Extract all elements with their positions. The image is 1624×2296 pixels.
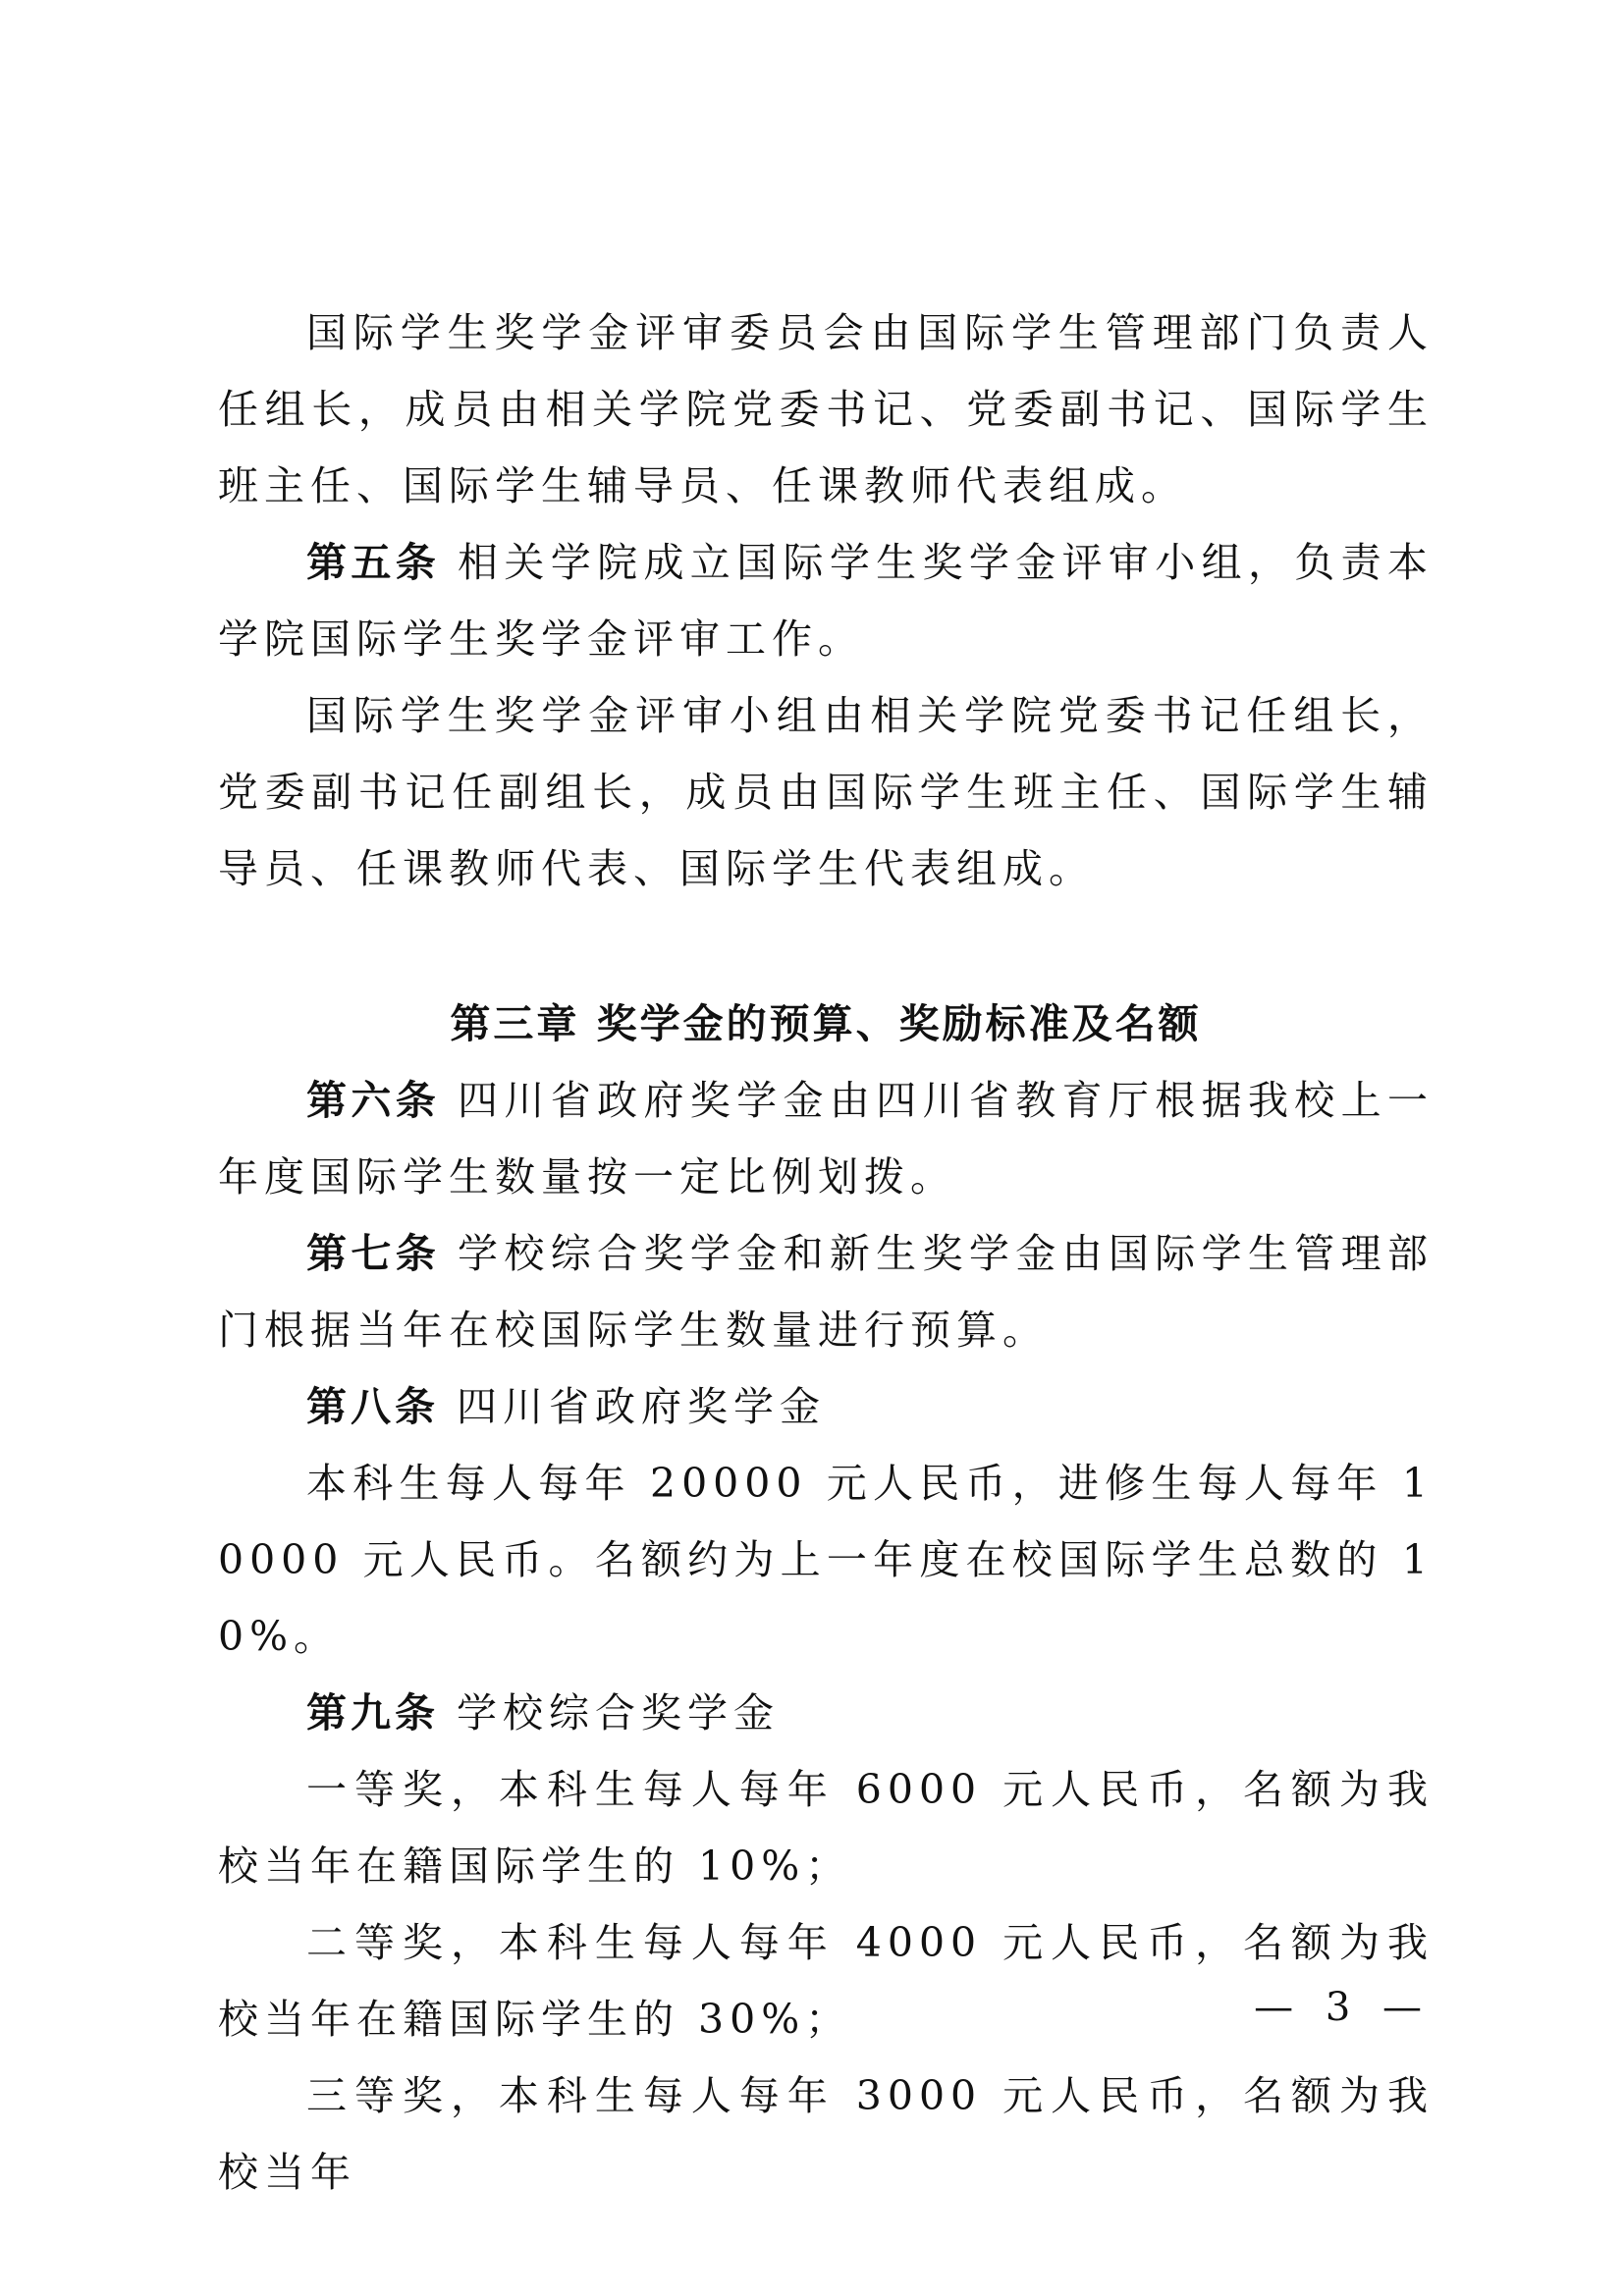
paragraph-text: 二等奖，本科生每人每年 4000 元人民币，名额为我校当年在籍国际学生的 30%； xyxy=(218,1919,1434,2043)
article-paragraph xyxy=(218,1675,1434,1751)
article-heading: 第八条 xyxy=(306,1383,439,1430)
article-heading: 第七条 xyxy=(306,1230,441,1277)
paragraph-text: 国际学生奖学金评审小组由相关学院党委书记任组长，党委副书记任副组长，成员由国际学生班主任、国际学生辅导员、任课教师代表、国际学生代表组成。 xyxy=(218,692,1434,892)
paragraph xyxy=(218,677,1434,907)
article-paragraph xyxy=(218,524,1434,677)
document-body xyxy=(218,294,1434,2211)
paragraph-text: 三等奖，本科生每人每年 3000 元人民币，名额为我校当年 xyxy=(218,2072,1434,2196)
paragraph-text: 学校综合奖学金和新生奖学金由国际学生管理部门根据当年在校国际学生数量进行预算。 xyxy=(218,1230,1435,1354)
article-paragraph xyxy=(218,1368,1434,1445)
paragraph-text: 一等奖，本科生每人每年 6000 元人民币，名额为我校当年在籍国际学生的 10%； xyxy=(218,1766,1434,1890)
paragraph xyxy=(218,1445,1434,1675)
paragraph xyxy=(218,1751,1434,1904)
paragraph xyxy=(218,2057,1434,2211)
paragraph-text: 国际学生奖学金评审委员会由国际学生管理部门负责人任组长，成员由相关学院党委书记、党委副书记、国际学生班主任、国际学生辅导员、任课教师代表组成。 xyxy=(218,309,1434,509)
article-paragraph xyxy=(218,1062,1434,1215)
paragraph xyxy=(218,294,1434,524)
page-number: — 3 — xyxy=(1254,1985,1432,2030)
paragraph xyxy=(218,1904,1434,2057)
article-heading: 第五条 xyxy=(306,539,441,586)
paragraph-text: 相关学院成立国际学生奖学金评审小组，负责本学院国际学生奖学金评审工作。 xyxy=(218,539,1435,663)
paragraph-text: 四川省政府奖学金由四川省教育厅根据我校上一年度国际学生数量按一定比例划拨。 xyxy=(218,1077,1435,1201)
article-paragraph xyxy=(218,1215,1434,1368)
chapter-title: 第三章 奖学金的预算、奖励标准及名额 xyxy=(450,1000,1202,1047)
paragraph-text: 本科生每人每年 20000 元人民币，进修生每人每年 10000 元人民币。名额约为上一年度在校国际学生总数的 10%。 xyxy=(218,1460,1434,1660)
paragraph-text: 学校综合奖学金 xyxy=(457,1689,780,1736)
paragraph-text: 四川省政府奖学金 xyxy=(457,1383,826,1430)
article-heading: 第六条 xyxy=(306,1077,441,1124)
article-heading: 第九条 xyxy=(306,1689,439,1736)
